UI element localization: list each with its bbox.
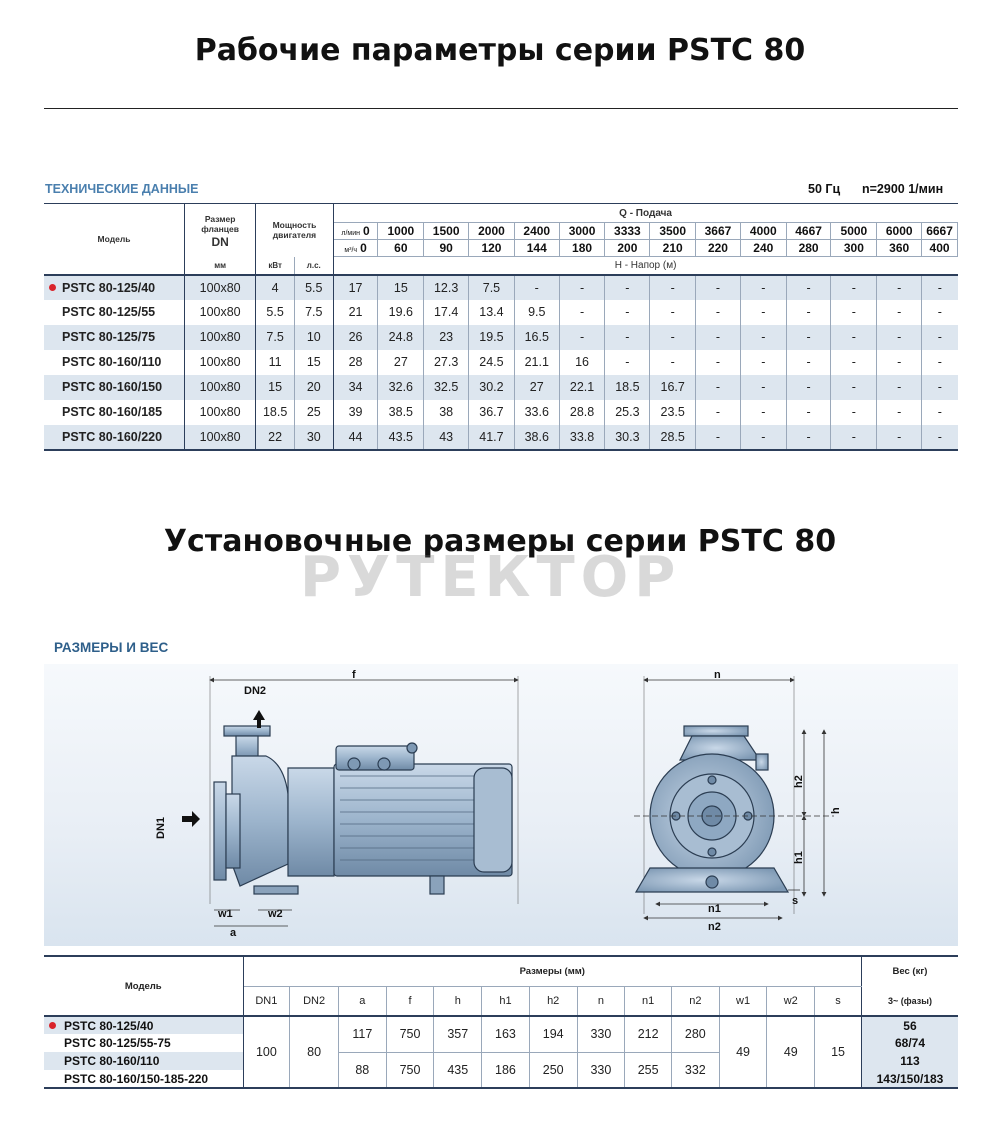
tech-model-cell <box>44 350 185 375</box>
flow-lpm-2: 1500 <box>424 223 469 240</box>
tech-head-cell: - <box>831 425 877 450</box>
dim-f-1: 750 <box>386 1016 434 1052</box>
flange-unit: мм <box>185 257 256 275</box>
tech-row <box>44 300 958 325</box>
flow-lpm-6: 3333 <box>605 223 650 240</box>
tech-head-cell: - <box>605 275 650 300</box>
tech-head-cell: - <box>877 325 922 350</box>
dim-h-2: 435 <box>434 1052 482 1088</box>
dim-s: 15 <box>815 1016 862 1088</box>
flow-m3h-10: 280 <box>786 240 831 257</box>
tech-head-cell: 27.3 <box>424 350 469 375</box>
tech-head-cell: - <box>605 350 650 375</box>
tech-head-cell: - <box>786 375 831 400</box>
tech-head-cell: 28 <box>333 350 378 375</box>
pump-dimension-diagram <box>44 664 958 946</box>
tech-model-cell <box>44 425 185 450</box>
tech-head-cell: - <box>937 280 942 295</box>
tech-head-cell: - <box>605 300 650 325</box>
flow-lpm-13: 6667 <box>922 223 958 240</box>
tech-head-cell: 24.5 <box>469 350 515 375</box>
flange-dn-label: DN <box>211 234 229 249</box>
tech-head-cell: 23 <box>424 325 469 350</box>
flow-m3h-11: 300 <box>831 240 877 257</box>
tech-head-cell: 24.8 <box>378 325 424 350</box>
flow-lpm-value-0: 0 <box>363 224 370 238</box>
dim-h2-2: 250 <box>529 1052 577 1088</box>
tech-row <box>44 400 958 425</box>
tech-head-cell: - <box>877 350 922 375</box>
dimensions-table <box>44 955 958 1089</box>
dim-col-a: a <box>338 986 386 1016</box>
tech-head-cell: 30.3 <box>605 425 650 450</box>
dimensions-title: Установочные размеры серии PSTC 80 <box>163 524 837 559</box>
tech-head-cell: 32.6 <box>378 375 424 400</box>
tech-head-cell: - <box>696 275 741 300</box>
tech-model-name: PSTC 80-125/55 <box>62 305 156 319</box>
tech-model-name: PSTC 80-160/220 <box>62 429 163 444</box>
dim-n-1: 330 <box>577 1016 625 1052</box>
flow-m3h-8: 220 <box>696 240 741 257</box>
tech-head-cell: - <box>559 275 605 300</box>
tech-head-cell: - <box>740 300 786 325</box>
tech-head-cell: - <box>514 275 559 300</box>
tech-head-cell: - <box>696 375 741 400</box>
dim-n2-1: 280 <box>671 1016 719 1052</box>
tech-head-cell: - <box>786 275 831 300</box>
dim-col-w2: w2 <box>767 986 815 1016</box>
flow-lpm-11: 5000 <box>831 223 877 240</box>
flow-lpm-10: 4667 <box>786 223 831 240</box>
dimensions-weight-label: РАЗМЕРЫ И ВЕС <box>54 640 169 655</box>
tech-row <box>44 275 958 300</box>
label-a: a <box>230 927 237 939</box>
tech-flange-cell: 100x80 <box>185 275 256 300</box>
tech-head-cell: 44 <box>333 425 378 450</box>
tech-model-cell <box>44 275 185 300</box>
tech-head-cell: 17 <box>333 275 378 300</box>
dim-model-header: Модель <box>44 956 243 1016</box>
label-f: f <box>352 669 356 681</box>
tech-head-cell: 16 <box>559 350 605 375</box>
tech-kw-cell: 15 <box>256 375 295 400</box>
tech-head-cell: 25.3 <box>605 400 650 425</box>
tech-head-cell: - <box>877 275 922 300</box>
tech-model-name: PSTC 80-160/185 <box>62 405 163 419</box>
tech-head-cell: 33.6 <box>514 400 559 425</box>
flow-m3h-2: 90 <box>424 240 469 257</box>
tech-head-cell: - <box>605 325 650 350</box>
dim-col-s: s <box>815 986 862 1016</box>
label-w2: w2 <box>268 908 283 920</box>
weight-4: 143/150/183 <box>861 1070 958 1088</box>
flow-m3h-unit: м³/ч <box>344 247 358 254</box>
label-s: s <box>792 895 799 907</box>
title-divider <box>44 108 958 109</box>
flow-lpm-unit: л/мин <box>341 230 360 237</box>
weight-3: 113 <box>861 1052 958 1070</box>
dim-model-4: PSTC 80-160/150-185-220 <box>44 1070 243 1088</box>
tech-head-cell: 21 <box>333 300 378 325</box>
tech-head-cell: - <box>696 325 741 350</box>
head-header: H - Напор (м) <box>333 257 957 275</box>
tech-head-cell: - <box>831 325 877 350</box>
label-n: n <box>714 669 721 681</box>
tech-row <box>44 350 958 375</box>
dim-col-n2: n2 <box>671 986 719 1016</box>
dim-a-1: 117 <box>338 1016 386 1052</box>
tech-kw-cell: 5.5 <box>256 300 295 325</box>
motor-power-header: Мощность двигателя <box>256 204 333 257</box>
dim-col-dn2: DN2 <box>290 986 339 1016</box>
tech-head-cell: - <box>937 305 942 319</box>
hp-unit: л.с. <box>294 257 333 275</box>
phases-header: 3~ (фазы) <box>861 986 958 1016</box>
tech-head-cell: 12.3 <box>424 275 469 300</box>
tech-head-cell: - <box>786 300 831 325</box>
flow-m3h-value-0: 0 <box>360 241 367 255</box>
tech-head-cell: - <box>559 325 605 350</box>
tech-head-cell: 32.5 <box>424 375 469 400</box>
tech-head-cell: - <box>696 400 741 425</box>
tech-head-cell: 22.1 <box>559 375 605 400</box>
tech-data-body <box>44 275 958 450</box>
tech-flange-cell: 100x80 <box>185 350 256 375</box>
tech-head-cell: - <box>831 275 877 300</box>
tech-head-cell: - <box>740 325 786 350</box>
tech-head-cell: - <box>740 375 786 400</box>
performance-title: Рабочие параметры серии PSTC 80 <box>194 33 806 68</box>
tech-head-cell: 16.7 <box>650 375 696 400</box>
dim-col-f: f <box>386 986 434 1016</box>
tech-data-label: ТЕХНИЧЕСКИЕ ДАННЫЕ <box>45 182 199 196</box>
label-dn1: DN1 <box>155 816 167 839</box>
speed-label: n=2900 1/мин <box>862 182 944 196</box>
tech-head-cell: - <box>937 355 942 369</box>
dim-h-1: 357 <box>434 1016 482 1052</box>
tech-kw-cell: 4 <box>256 275 295 300</box>
tech-head-cell: 43.5 <box>378 425 424 450</box>
flow-lpm-9: 4000 <box>740 223 786 240</box>
flow-m3h-12: 360 <box>877 240 922 257</box>
flange-size-header <box>185 204 256 257</box>
dim-n1-1: 212 <box>625 1016 672 1052</box>
weight-1: 56 <box>861 1016 958 1034</box>
tech-head-cell: 23.5 <box>650 400 696 425</box>
tech-head-cell: - <box>650 300 696 325</box>
tech-head-cell: - <box>786 400 831 425</box>
tech-head-cell: - <box>831 300 877 325</box>
sizes-header: Размеры (мм) <box>243 956 861 986</box>
tech-head-cell: 19.6 <box>378 300 424 325</box>
tech-head-cell: 41.7 <box>469 425 515 450</box>
dim-f-2: 750 <box>386 1052 434 1088</box>
flow-lpm-3: 2000 <box>469 223 515 240</box>
flow-m3h-7: 210 <box>650 240 696 257</box>
tech-head-cell: - <box>937 429 942 444</box>
tech-head-cell: 28.8 <box>559 400 605 425</box>
tech-model-cell <box>44 375 185 400</box>
tech-model-name: PSTC 80-160/150 <box>62 380 163 394</box>
tech-head-cell: 18.5 <box>605 375 650 400</box>
tech-row <box>44 375 958 400</box>
dim-col-w1: w1 <box>719 986 767 1016</box>
flow-m3h-3: 120 <box>469 240 515 257</box>
flow-m3h-13: 400 <box>922 240 958 257</box>
dim-col-h: h <box>434 986 482 1016</box>
label-h2: h2 <box>793 775 805 788</box>
tech-head-cell: 17.4 <box>424 300 469 325</box>
tech-head-cell: - <box>786 350 831 375</box>
tech-head-cell: - <box>937 380 942 394</box>
tech-kw-cell: 18.5 <box>256 400 295 425</box>
tech-head-cell: 34 <box>333 375 378 400</box>
watermark-logo: РУТЕКТОР <box>300 545 682 610</box>
dim-model-3: PSTC 80-160/110 <box>44 1052 243 1070</box>
tech-data-table <box>44 203 958 451</box>
tech-head-cell: 21.1 <box>514 350 559 375</box>
flange-size-text: Размер фланцев <box>201 213 239 234</box>
tech-model-cell <box>44 400 185 425</box>
label-n2: n2 <box>708 921 721 933</box>
flow-lpm-8: 3667 <box>696 223 741 240</box>
tech-head-cell: 13.4 <box>469 300 515 325</box>
tech-head-cell: - <box>696 350 741 375</box>
tech-hp-cell: 30 <box>294 425 333 450</box>
tech-kw-cell: 11 <box>256 350 295 375</box>
tech-hp-cell: 5.5 <box>294 275 333 300</box>
dim-w1: 49 <box>719 1016 767 1088</box>
tech-flange-cell: 100x80 <box>185 300 256 325</box>
dim-h1-1: 163 <box>482 1016 530 1052</box>
flow-m3h-9: 240 <box>740 240 786 257</box>
tech-flange-cell: 100x80 <box>185 400 256 425</box>
pump-drawing <box>44 664 958 946</box>
tech-head-cell: - <box>877 375 922 400</box>
tech-row <box>44 425 958 450</box>
dim-n1-2: 255 <box>625 1052 672 1088</box>
dim-w2: 49 <box>767 1016 815 1088</box>
flow-m3h-0 <box>333 240 378 257</box>
flow-lpm-1: 1000 <box>378 223 424 240</box>
flow-m3h-6: 200 <box>605 240 650 257</box>
tech-head-cell: 15 <box>378 275 424 300</box>
weight-2: 68/74 <box>861 1034 958 1052</box>
tech-head-cell: - <box>786 425 831 450</box>
tech-head-cell: - <box>696 300 741 325</box>
dim-col-h2: h2 <box>529 986 577 1016</box>
dim-model-1: PSTC 80-125/40 <box>44 1016 243 1034</box>
tech-head-cell: - <box>937 330 942 344</box>
tech-head-cell: 9.5 <box>514 300 559 325</box>
tech-row <box>44 325 958 350</box>
tech-model-name: PSTC 80-125/75 <box>62 330 156 344</box>
tech-head-cell: - <box>740 350 786 375</box>
tech-head-cell: 38.5 <box>378 400 424 425</box>
tech-hp-cell: 7.5 <box>294 300 333 325</box>
tech-head-cell: - <box>937 405 942 419</box>
flow-lpm-4: 2400 <box>514 223 559 240</box>
dim-h2-1: 194 <box>529 1016 577 1052</box>
highlight-marker <box>49 284 56 291</box>
tech-hp-cell: 20 <box>294 375 333 400</box>
tech-head-cell: 7.5 <box>469 275 515 300</box>
tech-head-cell: - <box>650 275 696 300</box>
dim-model-2: PSTC 80-125/55-75 <box>44 1034 243 1052</box>
dim-col-dn1: DN1 <box>243 986 290 1016</box>
tech-head-cell: - <box>559 300 605 325</box>
flow-header: Q - Подача <box>333 204 957 223</box>
flow-m3h-4: 144 <box>514 240 559 257</box>
tech-head-cell: - <box>831 375 877 400</box>
tech-head-cell: - <box>740 425 786 450</box>
tech-flange-cell: 100x80 <box>185 325 256 350</box>
tech-head-cell: 28.5 <box>650 425 696 450</box>
tech-head-cell: 38.6 <box>514 425 559 450</box>
tech-head-cell: 36.7 <box>469 400 515 425</box>
tech-hp-cell: 15 <box>294 350 333 375</box>
dim-dn2: 80 <box>290 1016 339 1088</box>
front-view <box>636 676 794 914</box>
tech-head-cell: 27 <box>514 375 559 400</box>
tech-kw-cell: 7.5 <box>256 325 295 350</box>
tech-head-cell: - <box>696 425 741 450</box>
tech-model-cell <box>44 325 185 350</box>
tech-head-cell: - <box>877 400 922 425</box>
tech-head-cell: - <box>831 400 877 425</box>
tech-head-cell: - <box>740 400 786 425</box>
label-n1: n1 <box>708 903 721 915</box>
tech-head-cell: 30.2 <box>469 375 515 400</box>
flow-m3h-1: 60 <box>378 240 424 257</box>
tech-model-name: PSTC 80-125/40 <box>62 280 156 295</box>
tech-head-cell: - <box>786 325 831 350</box>
flow-m3h-5: 180 <box>559 240 605 257</box>
flow-lpm-7: 3500 <box>650 223 696 240</box>
label-h1: h1 <box>793 851 805 864</box>
tech-head-cell: 39 <box>333 400 378 425</box>
label-dn2: DN2 <box>244 685 267 697</box>
tech-flange-cell: 100x80 <box>185 375 256 400</box>
dim-n-2: 330 <box>577 1052 625 1088</box>
frequency-label: 50 Гц <box>808 182 841 196</box>
dim-n2-2: 332 <box>671 1052 719 1088</box>
tech-model-name: PSTC 80-160/110 <box>62 355 162 369</box>
tech-head-cell: - <box>740 275 786 300</box>
flow-lpm-5: 3000 <box>559 223 605 240</box>
tech-head-cell: 43 <box>424 425 469 450</box>
tech-head-cell: 27 <box>378 350 424 375</box>
tech-hp-cell: 10 <box>294 325 333 350</box>
label-w1: w1 <box>218 908 233 920</box>
tech-hp-cell: 25 <box>294 400 333 425</box>
dim-dn1: 100 <box>243 1016 290 1088</box>
dim-h1-2: 186 <box>482 1052 530 1088</box>
dim-col-n: n <box>577 986 625 1016</box>
label-h: h <box>830 807 842 814</box>
side-view <box>210 676 518 904</box>
dim-a-2: 88 <box>338 1052 386 1088</box>
flow-lpm-0 <box>333 223 378 240</box>
dim-col-n1: n1 <box>625 986 672 1016</box>
tech-head-cell: - <box>650 350 696 375</box>
flow-lpm-12: 6000 <box>877 223 922 240</box>
tech-head-cell: - <box>877 300 922 325</box>
tech-head-cell: 19.5 <box>469 325 515 350</box>
dim-col-h1: h1 <box>482 986 530 1016</box>
tech-head-cell: - <box>877 425 922 450</box>
tech-flange-cell: 100x80 <box>185 425 256 450</box>
tech-head-cell: 16.5 <box>514 325 559 350</box>
highlight-marker <box>49 1022 56 1029</box>
weight-header: Вес (кг) <box>861 956 958 986</box>
tech-head-cell: - <box>650 325 696 350</box>
tech-model-cell <box>44 300 185 325</box>
tech-head-cell: 26 <box>333 325 378 350</box>
tech-kw-cell: 22 <box>256 425 295 450</box>
tech-head-cell: 33.8 <box>559 425 605 450</box>
kw-unit: кВт <box>256 257 295 275</box>
tech-head-cell: 38 <box>424 400 469 425</box>
tech-head-cell: - <box>831 350 877 375</box>
tech-model-header: Модель <box>44 204 185 275</box>
